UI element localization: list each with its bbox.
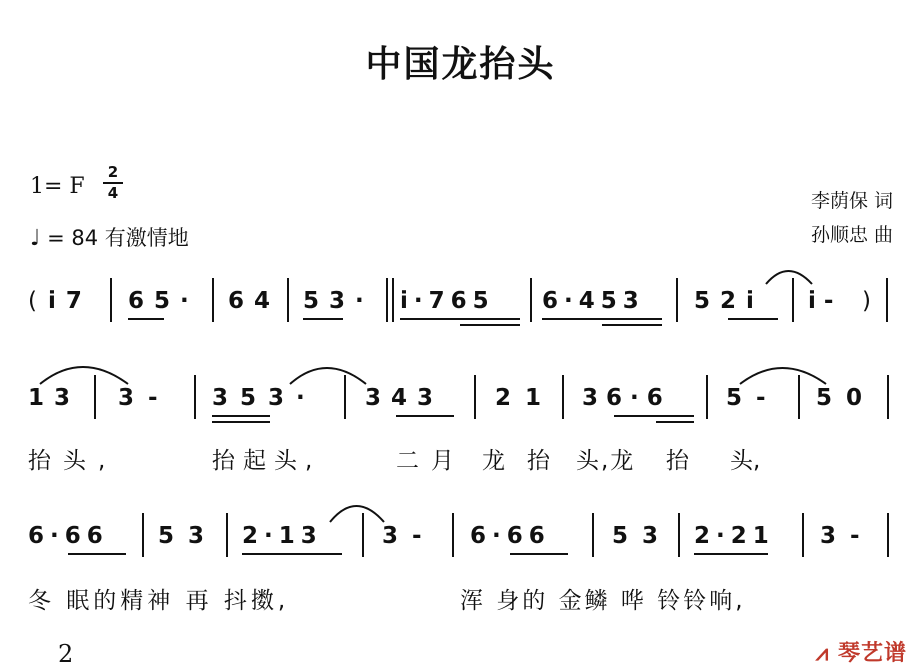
- measure: 3-: [382, 523, 436, 549]
- lyricist-credit: 李荫保 词: [810, 190, 893, 212]
- lyric: 浑 身的 金鳞 哗 铃铃响,: [460, 588, 746, 614]
- lyric: 龙抬: [482, 448, 572, 474]
- composer-credit: 孙顺忠 曲: [810, 224, 893, 246]
- watermark-logo: [816, 636, 907, 667]
- lyric: 冬 眠的精神 再 抖擞,: [28, 588, 290, 614]
- tempo-text: = 84 有激情地: [47, 226, 189, 250]
- measure: 6·66: [470, 523, 551, 549]
- measure: 53: [612, 523, 673, 549]
- measure: 3-: [820, 523, 874, 549]
- measure: 6·66: [28, 523, 109, 549]
- close-paren: ): [862, 288, 871, 314]
- lyric: 二月: [396, 448, 466, 474]
- measure: 353·: [212, 385, 317, 411]
- lyric: 抬: [666, 448, 689, 474]
- slur: [40, 367, 128, 384]
- lyric: 头,: [730, 448, 761, 474]
- measure: 50: [816, 385, 877, 411]
- lyric: 头,龙: [576, 448, 636, 474]
- measure: 36·6: [582, 385, 671, 411]
- quarter-note-icon: ♩: [30, 226, 41, 251]
- open-paren: (: [28, 288, 37, 314]
- measure: 21: [495, 385, 556, 411]
- slur: [290, 368, 366, 384]
- measure: 3-: [118, 385, 172, 411]
- slur: [330, 506, 384, 522]
- slur: [740, 368, 826, 384]
- measure: i̇-: [808, 288, 842, 314]
- page-number: 2: [58, 640, 74, 668]
- measure: 2·21: [694, 523, 775, 549]
- time-signature-bottom: 4: [107, 184, 119, 202]
- measure: 13: [28, 385, 81, 411]
- logo-mark-icon: ⩘: [815, 641, 838, 666]
- measure: i̇7: [48, 288, 92, 314]
- lyric: 抬头,: [28, 448, 118, 474]
- slur: [766, 271, 812, 284]
- key-signature: 1= F: [30, 174, 85, 199]
- song-title: 中国龙抬头: [365, 44, 556, 85]
- measure: 65·: [128, 288, 199, 314]
- lyric: 抬起头,: [212, 448, 321, 474]
- measure: 343: [365, 385, 444, 411]
- measure: 53: [158, 523, 219, 549]
- measure: 53·: [303, 288, 374, 314]
- watermark-text: 琴艺谱: [837, 641, 907, 666]
- measure: 52i̇: [694, 288, 764, 314]
- measure: 64: [228, 288, 281, 314]
- measure: 6·453: [542, 288, 645, 314]
- measure: i̇·765: [400, 288, 495, 314]
- measure: 5-: [726, 385, 780, 411]
- measure: 2·13: [242, 523, 323, 549]
- time-signature-top: 2: [107, 163, 119, 181]
